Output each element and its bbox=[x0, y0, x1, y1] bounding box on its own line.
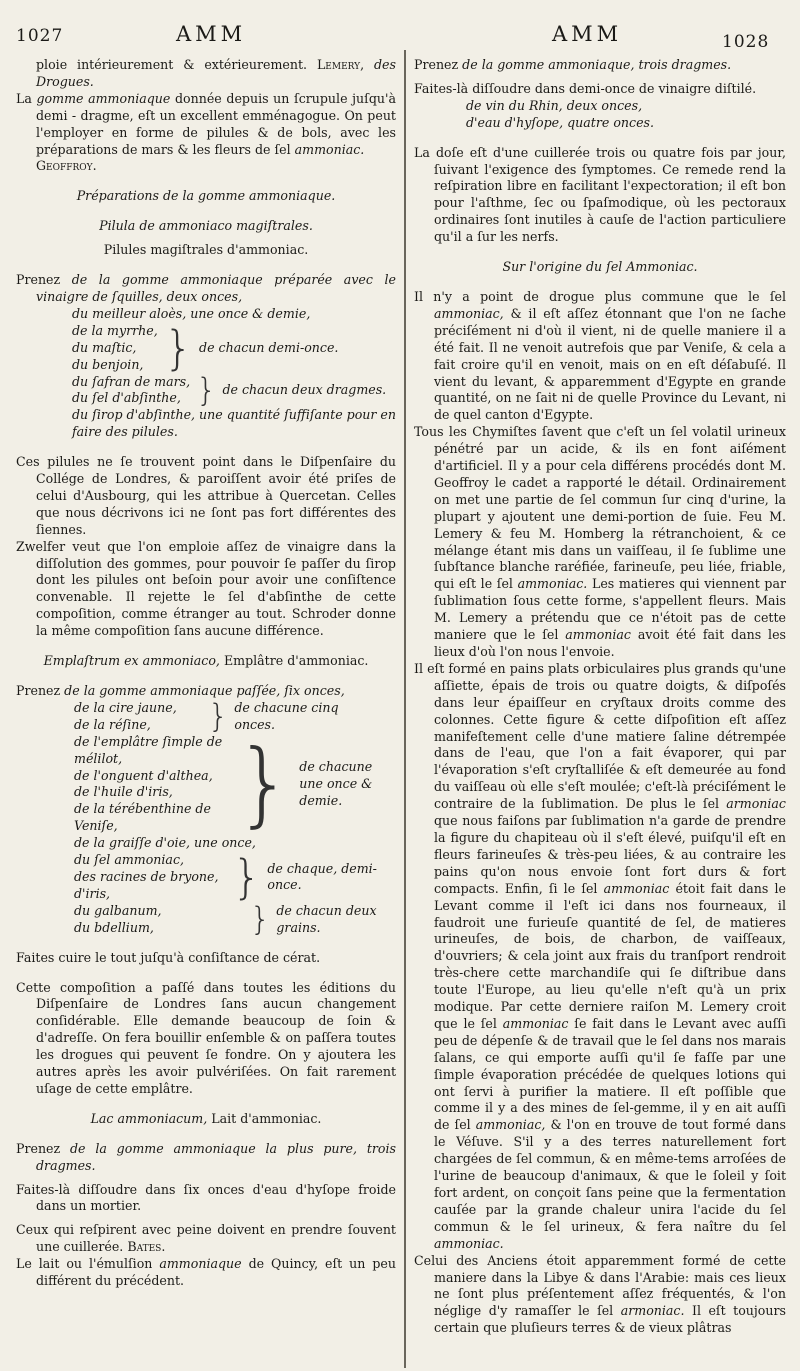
recipe-group bbox=[74, 849, 396, 904]
recipe-item: de l'huile d'iris, bbox=[74, 784, 173, 800]
paragraph-ces-pilules: Ces pilules ne ſe trouvent point dans le Diſpenſaire du Collége de Londres, & paroiſſent avoir été priſes de celui d'Ausbourg, qui les attribue à Quercetan. Celles que nous décrivons ici ne ſont pas fort différentes des ſiennes. bbox=[16, 454, 396, 537]
heading-pilules: Pilules magiſtrales d'ammoniac. bbox=[103, 242, 309, 258]
recipe-item: de la réſine, bbox=[74, 716, 151, 732]
heading-origine: Sur l'origine du ſel Ammoniac. bbox=[502, 259, 698, 275]
right-headword: AMM bbox=[552, 22, 623, 46]
recipe-item: de la cire jaune, bbox=[74, 699, 177, 715]
paragraph-drogue-commune: Il n'y a point de drogue plus commune que le ſel ammoniac, & il eſt aſſez étonnant que l'on ne ſache préciſément ni d'où il vient, ni de quelle maniere il a été fait. Il ne venoit autrefois que par Veniſe, & cela a fait croire qu'il en venoit, mais on en eſt déſabuſé. Il vient du levant, & apparemment d'Egypte en grande quantité, on ne ſait ni de quelle Province du Levant, ni de quel canton d'Egypte. bbox=[414, 288, 786, 423]
paragraph-cette-composition: Cette compoſition a paſſé dans toutes les éditions du Diſpenſaire de Londres ſans aucun changement conſidérable. Elle demande beaucoup de ſoin & d'adreſſe. On fera bouillir enſemble & on paſſera toutes les drogues qui peuvent ſe fondre. On y ajoutera les autres après les avoir pulvériſées. On fait rarement uſage de cette emplâtre. bbox=[16, 979, 396, 1096]
brace-icon: } bbox=[232, 849, 262, 904]
recipe-line: Prenez de la gomme ammoniaque préparée avec le vinaigre de ſquilles, deux onces, bbox=[16, 272, 396, 304]
right-page-number: 1028 bbox=[722, 32, 770, 52]
left-column bbox=[16, 57, 396, 1290]
heading-emplastrum: Emplaſtrum ex ammoniaco, Emplâtre d'ammoniac. bbox=[43, 653, 369, 669]
paragraph-faites-la: Faites-là diſſoudre dans demi-once de vinaigre diſtilé. bbox=[414, 80, 757, 96]
recipe-item: du ſafran de mars, bbox=[72, 373, 191, 389]
recipe-quantity: de chacun demi-once. bbox=[199, 339, 339, 355]
recipe-group bbox=[72, 370, 396, 409]
paragraph-gomme-dose: La gomme ammoniaque donnée depuis un ſcrupule juſqu'à demi - dragme, eſt un excellent emménagogue. On peut l'employer en forme de pilules & de bols, avec les préparations de mars & les fleurs de ſel ammoniac. Geoffroy. bbox=[16, 90, 396, 174]
heading-preparations: Préparations de la gomme ammoniaque. bbox=[76, 188, 336, 204]
column-divider bbox=[404, 50, 406, 1368]
recipe-quantity: de chacun deux dragmes. bbox=[222, 381, 387, 397]
heading-lac: Lac ammoniacum, Lait d'ammoniac. bbox=[90, 1110, 322, 1126]
right-column bbox=[414, 57, 786, 1337]
paragraph-faites-cuire: Faites cuire le tout juſqu'à conſiſtance de cérat. bbox=[16, 949, 321, 965]
recipe-item: de la térébenthine de Veniſe, bbox=[74, 801, 211, 834]
paragraph-anciens: Celui des Anciens étoit apparemment formé de cette maniere dans la Libye & dans l'Arabie: mais ces lieux ne ſont plus préſentement aſſez fréquentés, & l'on néglige d'y ramaſſer le ſel armoniac. Il eſt toujours certain que pluſieurs terres & de vieux plâtras bbox=[414, 1252, 786, 1336]
recipe-group bbox=[72, 320, 396, 375]
recipe-item: du bdellium, bbox=[74, 919, 154, 935]
recipe-line: d'eau d'hyſope, quatre onces. bbox=[466, 114, 654, 130]
paragraph-zwelfer: Zwelfer veut que l'on emploie aſſez de vinaigre dans la diſſolution des gommes, pour pouvoir ſe paſſer du ſirop dont les pilules ont beſoin pour avoir une conſiſtence convenable. Il rejette le ſel d'abſinthe de cette compoſition, comme étranger au tout. Schroder donne la même compoſition ſans aucune différence. bbox=[16, 538, 396, 639]
left-page-number: 1027 bbox=[16, 26, 64, 46]
brace-icon: } bbox=[208, 697, 229, 736]
paragraph-le-lait: Le lait ou l'émulſion ammoniaque de Quincy, eſt un peu différent du précédent. bbox=[16, 1256, 396, 1289]
brace-icon: } bbox=[163, 320, 194, 375]
recipe-item: du benjoin, bbox=[72, 356, 144, 372]
recipe-item: du ſel d'abſinthe, bbox=[72, 390, 181, 406]
brace-icon: } bbox=[196, 370, 217, 409]
recipe-item: d'iris, bbox=[74, 885, 111, 901]
recipe-group bbox=[74, 900, 396, 939]
recipe-item: du galbanum, bbox=[74, 902, 162, 918]
recipe-item: de la myrrhe, bbox=[72, 322, 158, 338]
recipe-quantity: de chaque, demi-once. bbox=[267, 860, 377, 893]
recipe-item: du ſel ammoniac, bbox=[74, 852, 184, 868]
recipe-item: des racines de bryone, bbox=[74, 868, 219, 884]
recipe-quantity: de chacune une once & demie. bbox=[299, 759, 373, 808]
recipe-lait: Prenez de la gomme ammoniaque la plus pure, trois dragmes. bbox=[16, 1140, 396, 1173]
recipe-line: de la graiſſe d'oie, une once, bbox=[74, 835, 256, 851]
recipe-emplatre bbox=[16, 683, 396, 937]
recipe-quantity: de chacune cinq onces. bbox=[234, 699, 339, 732]
recipe-line: Prenez de la gomme ammoniaque paſſée, ſix onces, bbox=[16, 683, 345, 698]
paragraph-chymistes: Tous les Chymiſtes ſavent que c'eſt un ſel volatil urineux pénétré par un acide, & ils en font aiſément d'artificiel. Il y a pour cela différens procédés dont M. Geoffroy le cadet a rapporté le détail. Ordinairement on met une partie de ſel commun ſur cinq d'urine, la plupart y ajoutent une demi-portion de ſuie. Feu M. Lemery & feu M. Homberg la rétranchoient, & ce mélange étant mis dans un vaiſſeau, il ſe ſublime une ſubſtance blanche raréfiée, farineuſe, peu liée, friable, qui eſt le ſel ammoniac. Les matieres qui viennent par ſublimation ſous cette forme, s'appellent fleurs. Mais M. Lemery a prétendu que ce n'étoit pas de cette maniere que le ſel ammoniac avoit été fait dans les lieux d'où l'on nous l'envoie. bbox=[414, 424, 786, 659]
paragraph-faites-dissoudre: Faites-là diſſoudre dans ſix onces d'eau d'hyſope froide dans un mortier. bbox=[16, 1181, 396, 1214]
recipe-item: du maſtic, bbox=[72, 339, 137, 355]
recipe-group bbox=[74, 729, 396, 837]
recipe-line: du ſirop d'abſinthe, une quantité ſuffiſante pour en faire des pilules. bbox=[72, 407, 396, 440]
paragraph-ceux-qui: Ceux qui reſpirent avec peine doivent en prendre ſouvent une cuillerée. Bates. bbox=[16, 1222, 396, 1255]
brace-icon: } bbox=[234, 729, 294, 837]
recipe-line: du meilleur aloès, une once & demie, bbox=[72, 305, 311, 321]
recipe-item: de l'onguent d'althea, bbox=[74, 767, 213, 783]
paragraph-dose: La doſe eſt d'une cuillerée trois ou quatre fois par jour, ſuivant l'exigence des ſymptomes. Ce remede rend la reſpiration libre en facilitant l'expectoration; il eſt bon pour l'aſthme, ſec ou ſpaſmodique, où les pectoraux ordinaires ſont inutiles à cauſe de l'action particuliere qu'il a ſur les nerfs. bbox=[414, 144, 786, 245]
left-headword: AMM bbox=[176, 22, 247, 46]
page-header bbox=[0, 18, 800, 52]
recipe-line: de vin du Rhin, deux onces, bbox=[466, 97, 643, 113]
recipe-quincy: Prenez de la gomme ammoniaque, trois dragmes. bbox=[414, 57, 732, 72]
recipe-pilules bbox=[16, 272, 396, 441]
recipe-quantity: de chacun deux grains. bbox=[276, 902, 377, 935]
heading-pilula: Pilula de ammoniaco magiſtrales. bbox=[99, 218, 313, 234]
brace-icon: } bbox=[250, 900, 271, 939]
paragraph-ploie: ploie intérieurement & extérieurement. Lemery, des Drogues. bbox=[36, 57, 396, 89]
recipe-item: de l'emplâtre ſimple de mélilot, bbox=[74, 733, 223, 766]
paragraph-pains-plats: Il eſt formé en pains plats orbiculaires plus grands qu'une aſſiette, épais de trois ou quatre doigts, & diſpoſés dans leur épaiſſeur en cryſtaux droits comme des colonnes. Cette figure & cette diſpoſition eſt aſſez manifeſtement celle d'une matiere ſaline détrempée dans de l'eau, que l'on a fait évaporer, qui par l'évaporation s'eſt cryſtalliſée & eſt demeurée au fond du vaiſſeau où elle s'eſt moulée; c'eſt-là préciſément le contraire de la ſublimation. De plus le ſel armoniac que nous faiſons par ſublimation n'a garde de prendre la figure du chapiteau où il s'eſt élevé, puiſqu'il eſt en fleurs farineuſes & très-peu liées, & au contraire les pains qu'on nous envoie ſont fort durs & fort compacts. Enfin, ſi le ſel ammoniac étoit fait dans le Levant comme il l'eſt ici dans nos fourneaux, il faudroit une furieuſe quantité de ſel, de matieres urineuſes, de bois, de charbon, de vaiſſeaux, d'ouvriers; & cela joint aux frais du tranſport rendroit très-chere cette marchandiſe qui ſe diſtribue dans toute l'Europe, au lieu qu'elle n'eſt qu'à un prix modique. Par cette derniere raiſon M. Lemery croit que le ſel ammoniac ſe fait dans le Levant avec auſſi peu de dépenſe & de travail que le ſel dans nos marais ſalans, ce qui emporte auſſi qu'il ſe faſſe par une ſimple évaporation précédée de quelques lotions qui ont ſervi à purifier la matiere. Il eſt poſſible que comme il y a des mines de ſel-gemme, il y en ait auſſi de ſel ammoniac, & l'on en trouve de tout formé dans le Véſuve. S'il y a des terres naturellement fort chargées de ſel commun, & en même-tems arroſées de l'urine de beaucoup d'animaux, & que le ſoleil y ſoit fort ardent, on conçoit ſans peine que la fermentation cauſée par la grande chaleur unira l'acide du ſel commun & le ſel urineux, & fera naître du ſel ammoniac. bbox=[414, 660, 786, 1251]
recipe-group bbox=[74, 697, 396, 736]
